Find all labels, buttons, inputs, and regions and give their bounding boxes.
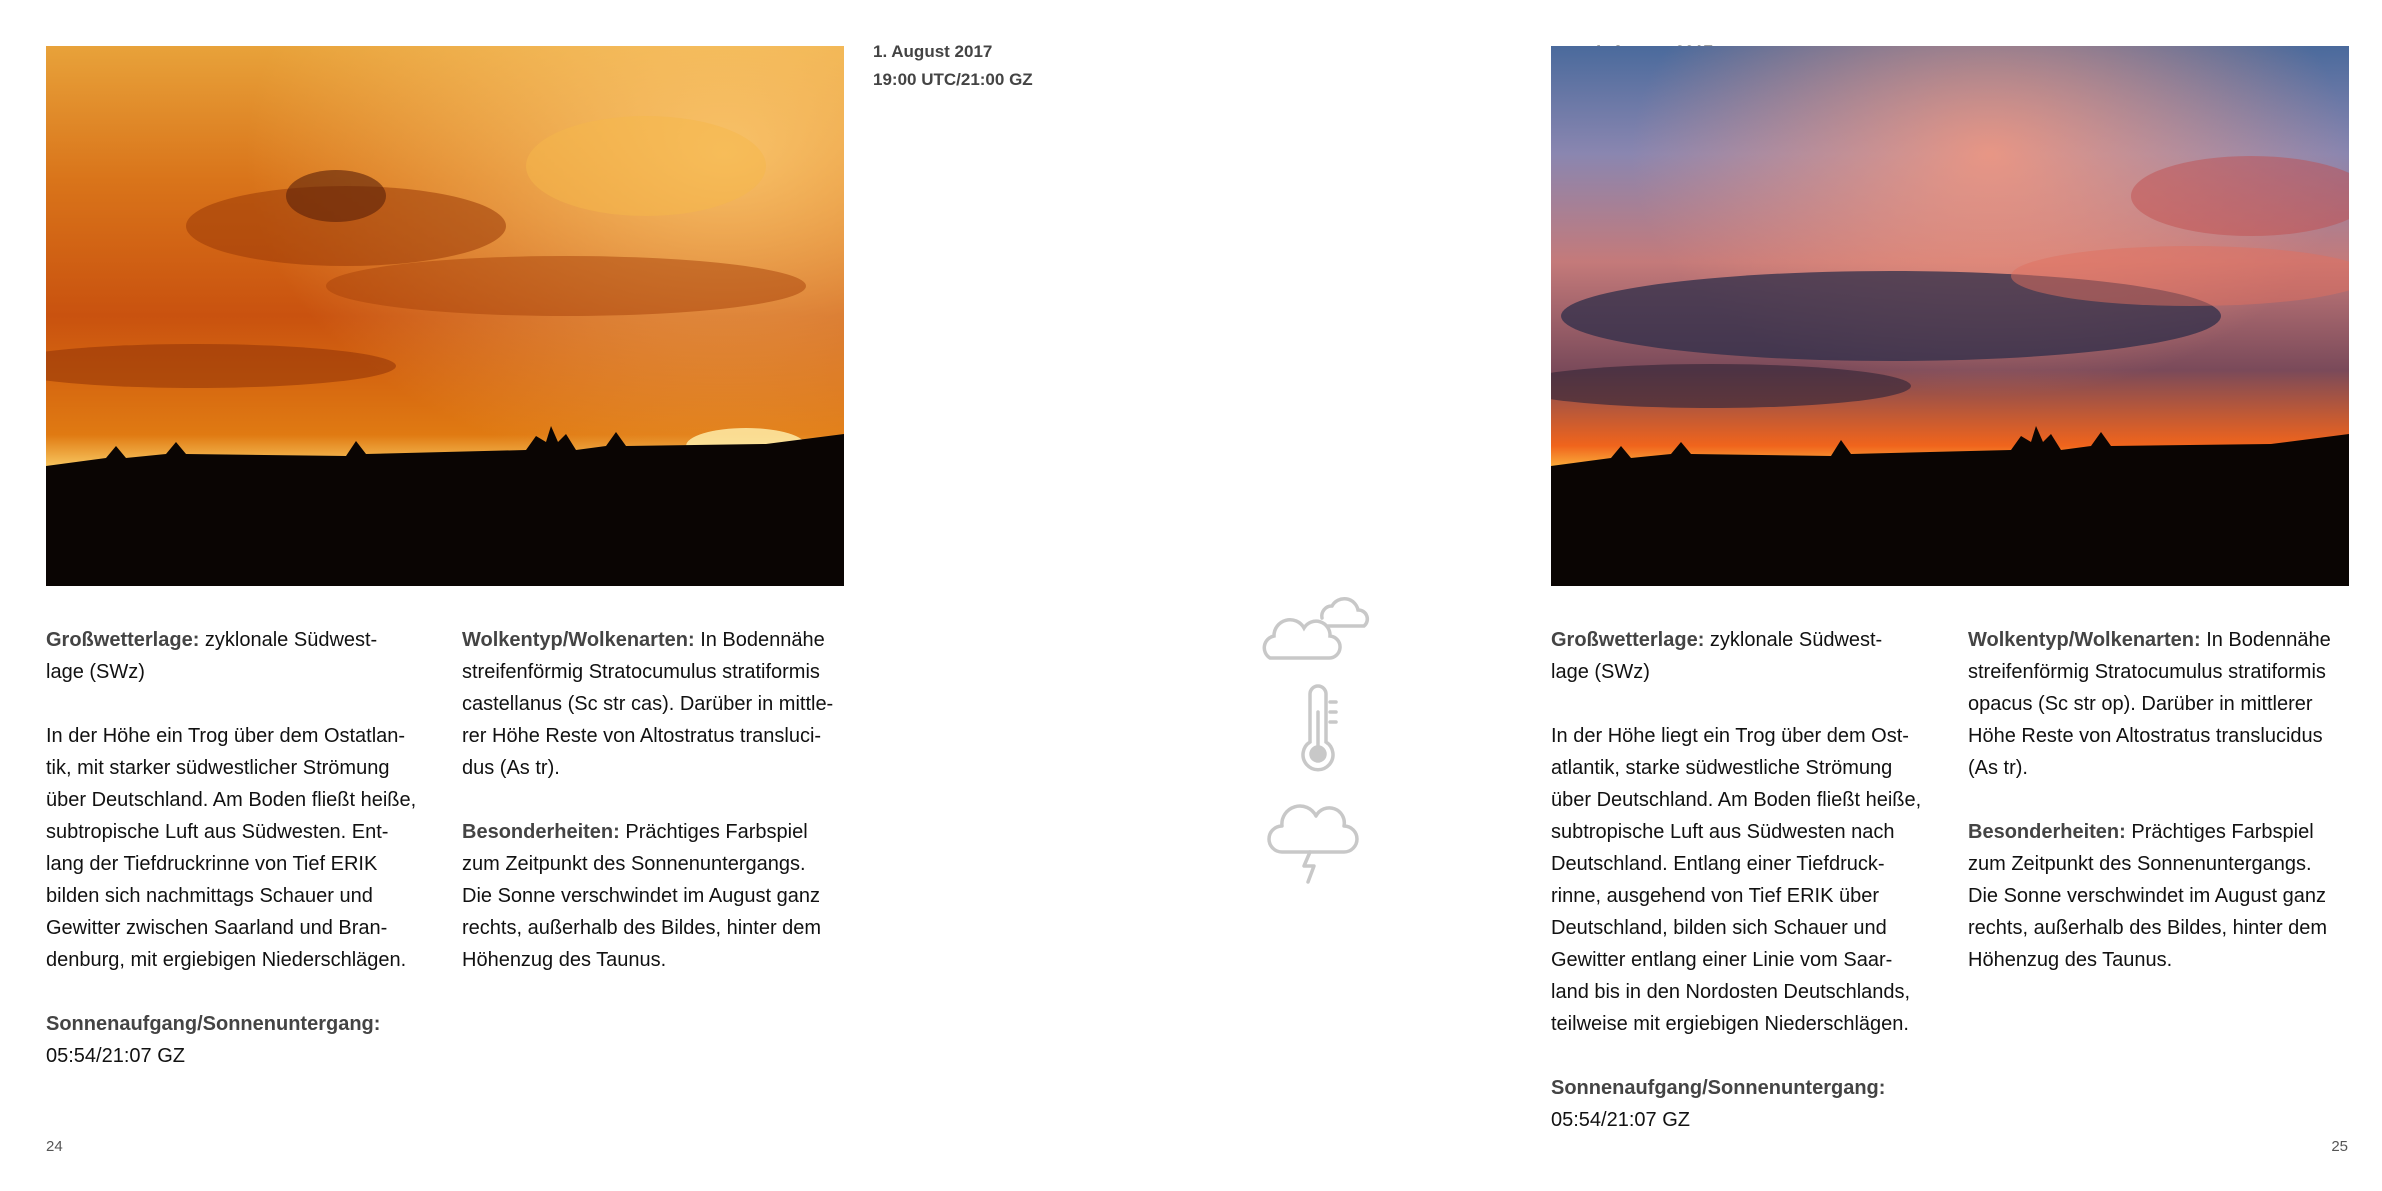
grosswetterlage-label: Großwetterlage: (1551, 629, 1705, 651)
text-line: Höhenzug des Taunus. (1968, 949, 2173, 971)
cloud-type-paragraph (1968, 624, 2368, 784)
grosswetterlage-value: zyklonale Südwest- (199, 629, 378, 651)
text-column-1 (1551, 624, 1951, 1168)
text-line: Höhenzug des Taunus. (462, 949, 667, 971)
synopsis-paragraph (46, 720, 436, 976)
sunset-photo-right (1551, 46, 2349, 586)
text-line: Prächtiges Farbspiel (619, 821, 808, 843)
sun-times-label: Sonnenaufgang/Sonnenuntergang: (1551, 1077, 1886, 1099)
text-line: über Deutschland. Am Boden fließt heiße, (46, 789, 417, 811)
text-line: opacus (Sc str op). Darüber in mittlerer (1968, 693, 2313, 715)
text-line: rechts, außerhalb des Bildes, hinter dem (1968, 917, 2328, 939)
grosswetterlage-value: zyklonale Südwest- (1704, 629, 1883, 651)
text-line: zum Zeitpunkt des Sonnenuntergangs. (1968, 853, 2312, 875)
grosswetterlage-paragraph (46, 624, 436, 688)
text-line: In Bodennähe (2200, 629, 2331, 651)
text-line: In der Höhe liegt ein Trog über dem Ost- (1551, 725, 1909, 747)
text-line: atlantik, starke südwestliche Strömung (1551, 757, 1893, 779)
special-features-label: Besonderheiten: (1968, 821, 2126, 843)
text-line: Die Sonne verschwindet im August ganz (462, 885, 820, 907)
sun-times-paragraph (46, 1008, 436, 1072)
text-line: streifenförmig Stratocumulus stratiformis (462, 661, 820, 683)
cloud-type-paragraph (462, 624, 852, 784)
grosswetterlage-label: Großwetterlage: (46, 629, 200, 651)
text-column-2 (1968, 624, 2368, 1008)
text-line: (As tr). (1968, 757, 2028, 779)
text-line: Gewitter zwischen Saarland und Bran- (46, 917, 388, 939)
text-line: land bis in den Nordosten Deutschlands, (1551, 981, 1911, 1003)
text-line: lang der Tiefdruckrinne von Tief ERIK (46, 853, 378, 875)
sun-times-paragraph (1551, 1072, 1951, 1136)
text-line: castellanus (Sc str cas). Darüber in mittle- (462, 693, 834, 715)
text-column-2 (462, 624, 852, 1008)
text-line: subtropische Luft aus Südwesten. Ent- (46, 821, 389, 843)
text-line: Die Sonne verschwindet im August ganz (1968, 885, 2326, 907)
text-line: dus (As tr). (462, 757, 560, 779)
text-line: Höhe Reste von Altostratus translucidus (1968, 725, 2323, 747)
sunset-photo-left (46, 46, 844, 586)
text-line: Deutschland, bilden sich Schauer und (1551, 917, 1887, 939)
text-line: über Deutschland. Am Boden fließt heiße, (1551, 789, 1922, 811)
text-line: Deutschland. Entlang einer Tiefdruck- (1551, 853, 1885, 875)
page-number-left: 24 (46, 1138, 63, 1155)
text-line: bilden sich nachmittags Schauer und (46, 885, 373, 907)
special-features-paragraph (462, 816, 852, 976)
cloud-type-label: Wolkentyp/Wolkenarten: (462, 629, 695, 651)
text-line: Gewitter entlang einer Linie vom Saar- (1551, 949, 1893, 971)
special-features-label: Besonderheiten: (462, 821, 620, 843)
time-label: 19:00 UTC/21:00 GZ (873, 70, 1033, 89)
grosswetterlage-paragraph (1551, 624, 1951, 688)
grosswetterlage-value-cont: lage (SWz) (1551, 661, 1650, 683)
grosswetterlage-value-cont: lage (SWz) (46, 661, 145, 683)
text-line: Prächtiges Farbspiel (2125, 821, 2314, 843)
cloud-type-label: Wolkentyp/Wolkenarten: (1968, 629, 2201, 651)
text-line: zum Zeitpunkt des Sonnenuntergangs. (462, 853, 806, 875)
text-line: subtropische Luft aus Südwesten nach (1551, 821, 1895, 843)
date-label: 1. August 2017 (873, 42, 993, 61)
sun-times-label: Sonnenaufgang/Sonnenuntergang: (46, 1013, 381, 1035)
special-features-paragraph (1968, 816, 2368, 976)
text-column-1 (46, 624, 436, 1104)
sun-times-value: 05:54/21:07 GZ (46, 1045, 185, 1067)
text-line: rer Höhe Reste von Altostratus transluci- (462, 725, 822, 747)
page-number-right: 25 (2331, 1138, 2348, 1155)
text-line: In Bodennähe (694, 629, 825, 651)
text-line: teilweise mit ergiebigen Niederschlägen. (1551, 1013, 1909, 1035)
text-line: streifenförmig Stratocumulus stratiformis (1968, 661, 2326, 683)
text-line: In der Höhe ein Trog über dem Ostatlan- (46, 725, 406, 747)
right-page (1191, 0, 2382, 1191)
text-line: denburg, mit ergiebigen Niederschlägen. (46, 949, 407, 971)
text-line: rechts, außerhalb des Bildes, hinter dem (462, 917, 822, 939)
text-line: rinne, ausgehend von Tief ERIK über (1551, 885, 1879, 907)
synopsis-paragraph (1551, 720, 1951, 1040)
text-line: tik, mit starker südwestlicher Strömung (46, 757, 390, 779)
date-time-left (873, 38, 1033, 94)
sun-times-value: 05:54/21:07 GZ (1551, 1109, 1690, 1131)
